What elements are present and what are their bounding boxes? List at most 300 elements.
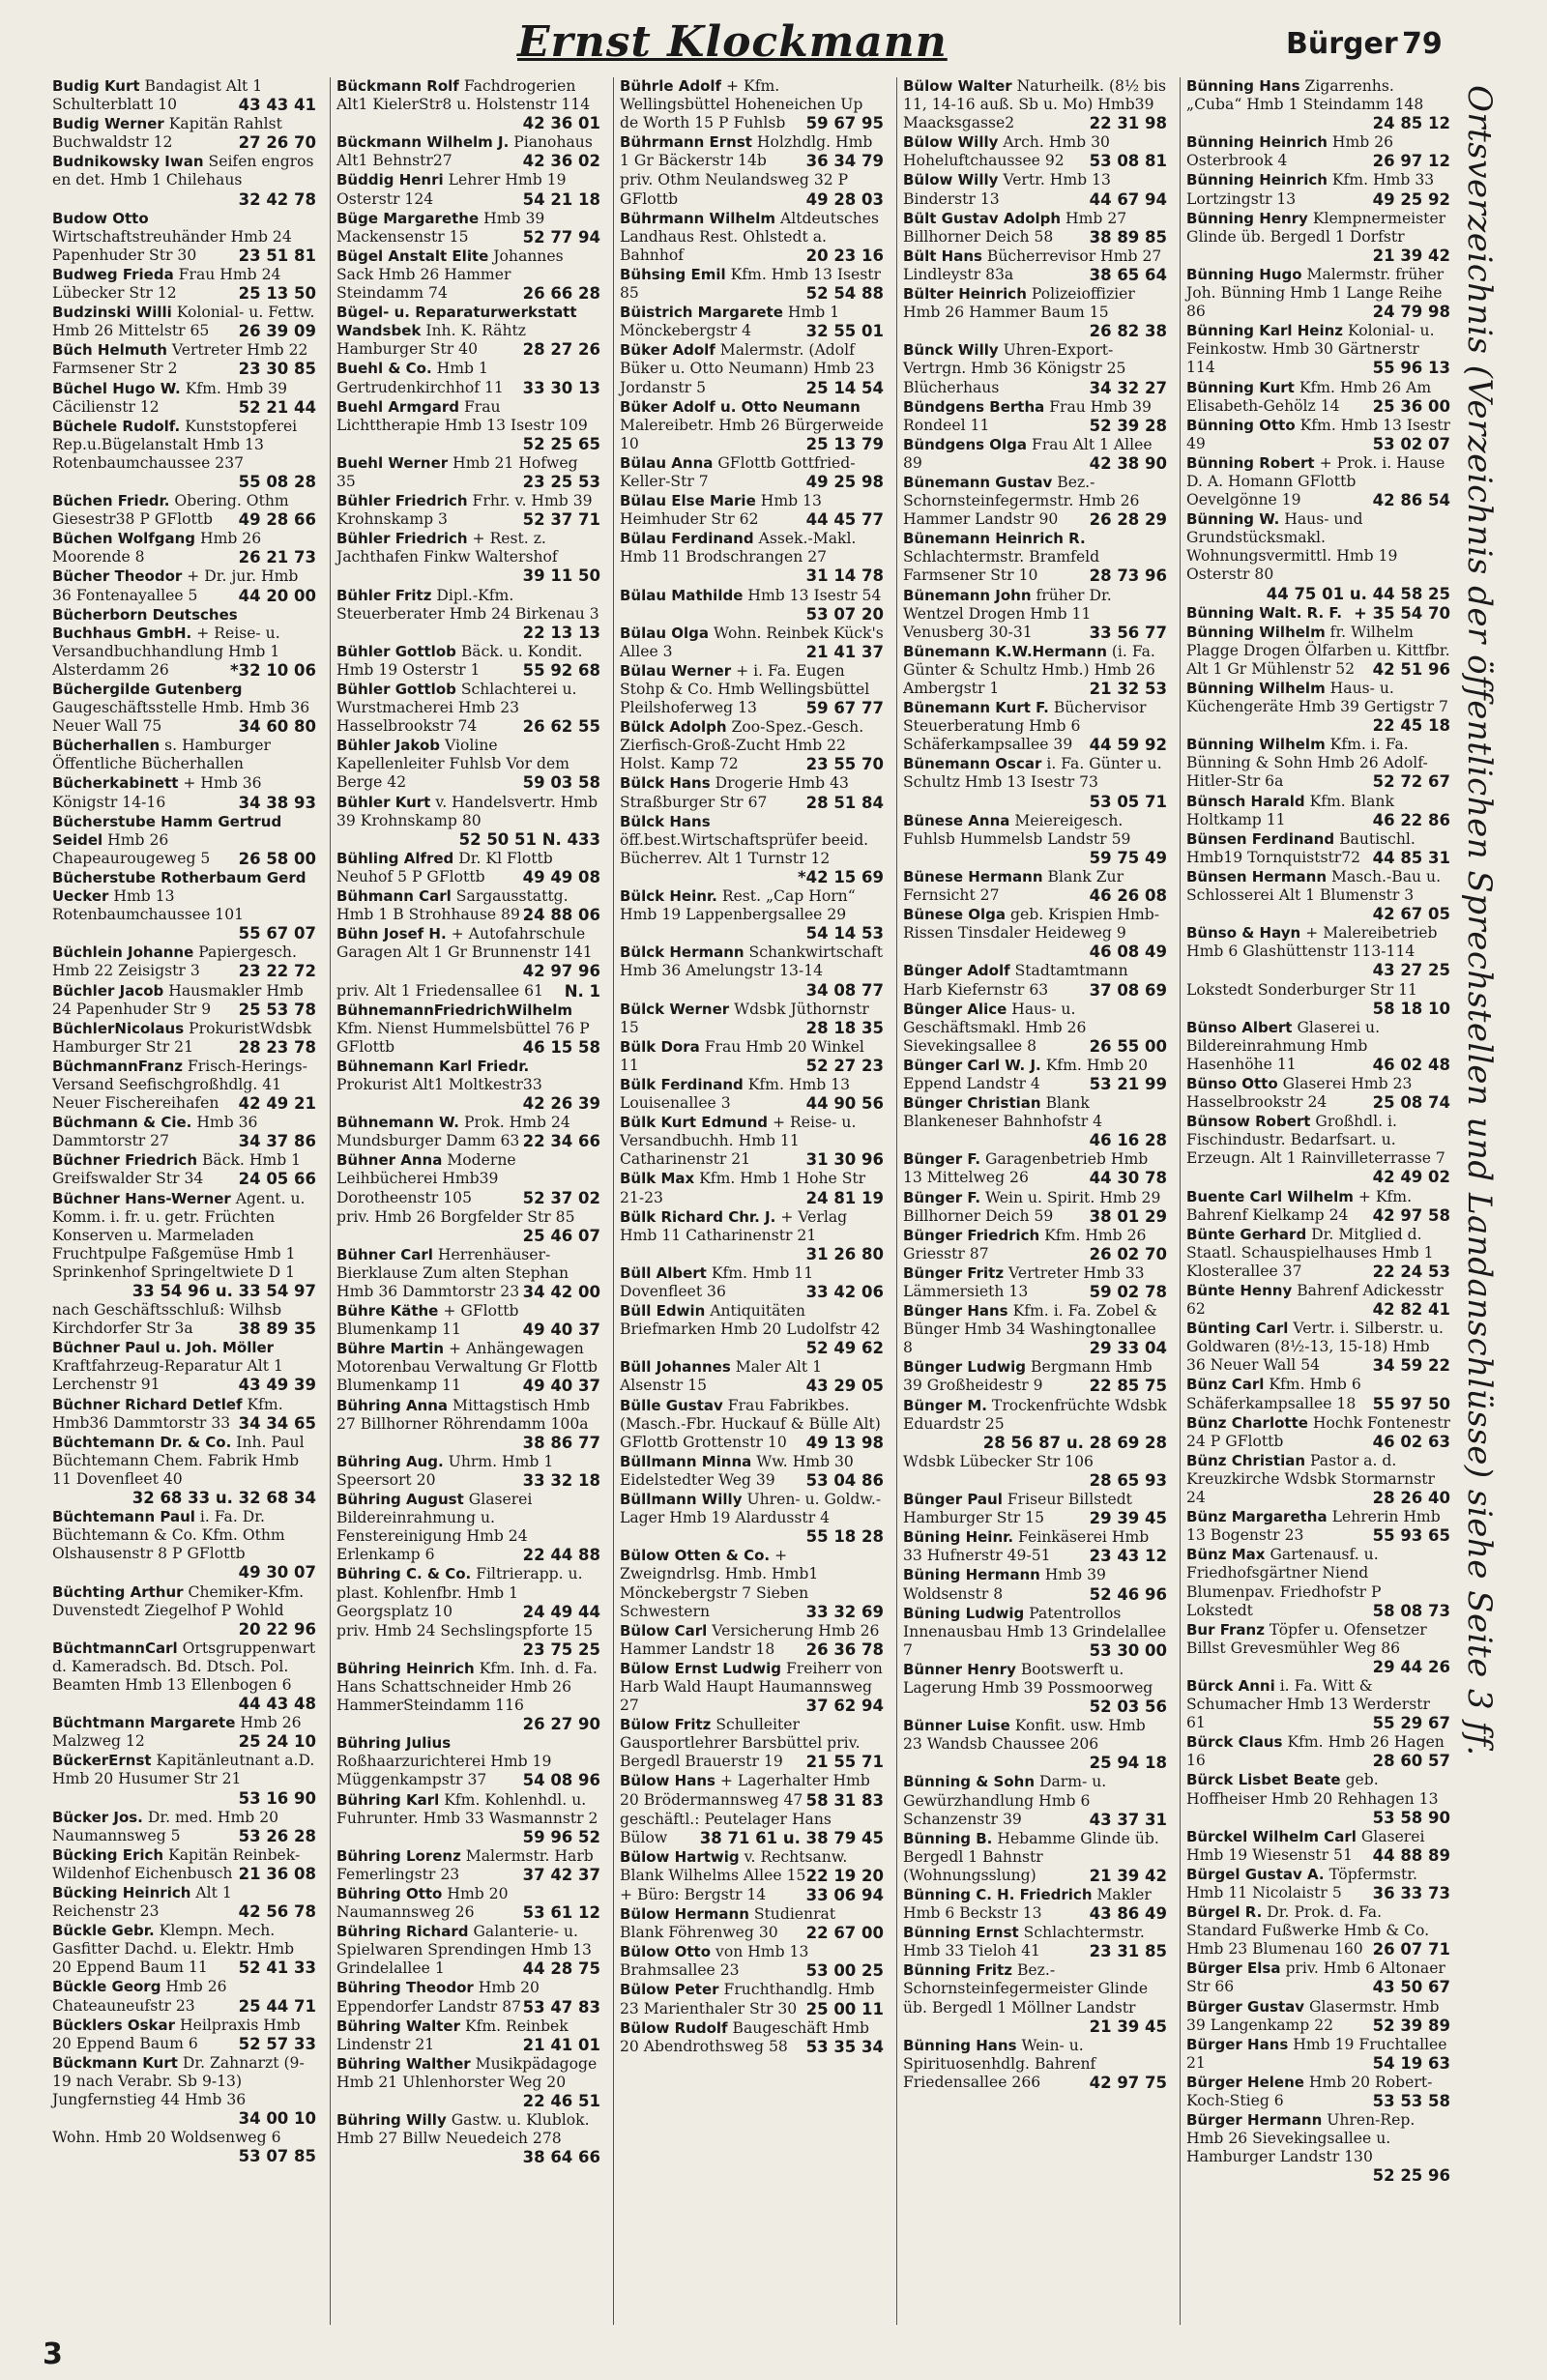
entry-details: Büchervisor Steuerberatung Hmb 6 Schäferkampsallee 39 — [903, 699, 1147, 754]
directory-entry — [331, 1885, 606, 1922]
entry-name: Bügel Anstalt Elite — [336, 247, 489, 265]
entry-phone: 38 89 85 — [1089, 227, 1167, 247]
entry-phone: 31 26 80 — [805, 1244, 884, 1263]
entry-details: Hmb 26 Chateauneufstr 23 — [52, 1978, 227, 2015]
entry-details: Schulleiter Gausportlehrer Barsbüttel priv. Bergedl Brauerstr 19 — [620, 1716, 861, 1771]
entry-phone: 53 04 86 — [805, 1470, 884, 1490]
entry-name: Büchen Friedr. — [52, 492, 170, 510]
entry-details: Malereibetr. Hmb 26 Bürgerweide 10 — [620, 416, 884, 452]
directory-entry — [46, 1714, 322, 1751]
directory-entry — [46, 1922, 322, 1977]
entry-details: Freiherr von Harb Wald Haupt Haumannsweg 27 — [620, 1659, 883, 1715]
directory-entry — [331, 454, 606, 491]
directory-entry — [614, 1848, 890, 1885]
entry-phone: 34 00 10 — [238, 2109, 316, 2129]
entry-details: Hmb 26 Moorende 8 — [52, 530, 262, 566]
entry-phone: 59 03 58 — [522, 773, 600, 793]
entry-name: Bündgens Olga — [903, 435, 1028, 453]
entry-details: Wdsbk Lübecker Str 106 — [903, 1452, 1094, 1470]
entry-details: Hmb 21 Hofweg 35 — [336, 453, 578, 490]
entry-phone: 44 30 78 — [1089, 1169, 1167, 1188]
entry-phone: 42 86 54 — [1372, 491, 1450, 510]
entry-details: Glaserei u. Bildereinrahmung Hmb Hasenhöhe 11 — [1186, 1018, 1381, 1073]
entry-name: Büchtmann Margarete — [52, 1714, 236, 1732]
entry-name: Bünning Wilhelm — [1186, 623, 1326, 641]
entry-details: Kfm. Hmb36 Dammtorstr 33 — [52, 1395, 283, 1432]
entry-phone: 34 34 65 — [238, 1413, 316, 1433]
directory-entry — [46, 943, 322, 980]
entry-details: + Hmb 36 Königstr 14-16 — [52, 774, 262, 811]
footer-mark: 3 — [43, 2337, 63, 2371]
entry-details: Hmb 39 Woldsenstr 8 — [903, 1566, 1106, 1603]
directory-entry — [331, 171, 606, 208]
entry-phone: 22 46 51 — [522, 2092, 600, 2111]
entry-phone: 21 32 53 — [1089, 680, 1167, 698]
entry-details: Filtrierapp. u. plast. Kohlenfbr. Hmb 1 Georgsplatz 10 — [336, 1565, 583, 1620]
entry-name: Buehl Armgard — [336, 397, 459, 416]
entry-phone: 54 08 96 — [522, 1771, 600, 1790]
directory-entry — [614, 398, 890, 453]
directory-entry — [46, 2129, 322, 2165]
entry-name: Büllmann Willy — [620, 1491, 743, 1509]
entry-phone: 28 73 96 — [1089, 566, 1167, 586]
entry-details: Heilpraxis Hmb 20 Eppend Baum 6 — [52, 2016, 301, 2052]
entry-phone: 22 67 00 — [805, 1924, 884, 1943]
entry-name: Bülk Kurt Edmund — [620, 1114, 768, 1132]
entry-name: Bünger Ludwig — [903, 1358, 1027, 1377]
entry-details: Kapitänleutnant a.D. Hmb 20 Husumer Str 21 — [52, 1752, 315, 1788]
entry-details: Kfm. Nienst Hummelsbüttel 76 P GFlottb — [336, 1019, 590, 1056]
entry-details: Agent. u. Komm. i. fr. u. getr. Früchten Konserven u. Marmeladen Fruchtpulpe Faßgemüse Hmb 1 Sprinkenhof Springeltwiete D 1 — [52, 1189, 306, 1281]
entry-name: Büddig Henri — [336, 171, 444, 189]
entry-name: Büll Johannes — [620, 1358, 731, 1377]
entry-details: Altdeutsches Landhaus Rest. Ohlstedt a. Bahnhof — [620, 209, 879, 264]
entry-details: Papiergesch. Hmb 22 Zeisigstr 3 — [52, 943, 297, 980]
entry-name: Bügel- u. Reparaturwerkstatt Wandsbek — [336, 304, 577, 340]
entry-details: Kfm. Hmb 39 Cäcilienstr 12 — [52, 379, 288, 416]
directory-entry — [46, 1301, 322, 1338]
entry-name: BückerErnst — [52, 1752, 152, 1770]
entry-details: öff.best.Wirtschaftsprüfer beeid. Bücherrev. Alt 1 Turnstr 12 — [620, 830, 869, 867]
entry-details: Frau Fabrikbes. (Masch.-Fbr. Huckauf & Bülle Alt) GFlottb Grottenstr 10 — [620, 1396, 881, 1451]
entry-phone: 52 39 89 — [1372, 2016, 1450, 2035]
entry-name: Bünck Willy — [903, 341, 999, 360]
entry-name: Bücherkabinett — [52, 774, 179, 793]
entry-details: s. Hamburger Öffentliche Bücherhallen — [52, 737, 271, 773]
entry-phone: 26 27 90 — [522, 1715, 600, 1734]
entry-details: Prokurist Alt1 Moltkestr33 — [336, 1075, 542, 1093]
entry-phone: 49 13 98 — [805, 1433, 884, 1452]
entry-phone: 21 55 71 — [805, 1753, 884, 1772]
entry-details: fr. Wilhelm Plagge Drogen Ölfarben u. Kittfbr. Alt 1 Gr Mühlenstr 52 — [1186, 623, 1450, 678]
entry-details: Malermstr. früher Joh. Bünning Hmb 1 Lange Reihe 86 — [1186, 265, 1445, 321]
directory-entry — [1181, 1546, 1456, 1619]
entry-details: Wein u. Spirit. Hmb 29 Billhorner Deich 59 — [903, 1188, 1161, 1225]
entry-name: Büchergilde Gutenberg — [52, 681, 243, 698]
entry-details: Kfm. Reinbek Lindenstr 21 — [336, 2017, 569, 2053]
entry-name: Büll Albert — [620, 1263, 707, 1282]
entry-details: Fachdrogerien Alt1 KielerStr8 u. Holstenstr 114 — [336, 77, 591, 114]
entry-details: Hmb 27 Billhorner Deich 58 — [903, 209, 1127, 246]
directory-entry — [46, 681, 322, 736]
entry-name: Bücherborn Deutsches Buchhaus GmbH. — [52, 605, 238, 642]
entry-phone: 24 79 98 — [1372, 303, 1450, 322]
entry-details: Hmb 20 Robert-Koch-Stieg 6 — [1186, 2073, 1433, 2110]
directory-entry — [331, 1979, 606, 2016]
directory-entry — [897, 1189, 1173, 1226]
entry-phone: 28 27 26 — [522, 340, 600, 360]
directory-entry — [1181, 2074, 1456, 2110]
directory-entry — [331, 77, 606, 132]
entry-phone: 33 56 77 — [1089, 623, 1167, 642]
entry-phone: 29 39 45 — [1089, 1509, 1167, 1528]
directory-entry — [614, 2019, 890, 2056]
entry-details: Uhren- u. Goldw.-Lager Hmb 19 Alardusstr 4 — [620, 1491, 882, 1527]
entry-details: Inh. Paul Büchtemann Chem. Fabrik Hmb 11 Dovenfleet 40 — [52, 1433, 305, 1488]
entry-name: Büch Helmuth — [52, 341, 167, 360]
entry-phone: 42 97 58 — [1372, 1205, 1450, 1225]
entry-details: Kfm. Hmb 26 Am Elisabeth-Gehölz 14 — [1186, 378, 1432, 415]
directory-entry — [46, 1583, 322, 1639]
entry-details: priv. Othm Neulandsweg 32 P GFlottb — [620, 171, 849, 208]
directory-entry — [897, 77, 1173, 132]
entry-name: Bünemann K.W.Hermann — [903, 642, 1107, 660]
entry-phone: 53 53 58 — [1372, 2092, 1450, 2111]
entry-details: Kfm. Hmb 26 Griesstr 87 — [903, 1226, 1147, 1263]
entry-phone: 33 32 18 — [522, 1470, 600, 1490]
entry-phone: 46 08 49 — [1089, 943, 1167, 962]
directory-entry — [614, 210, 890, 265]
entry-phone: 34 60 80 — [238, 717, 316, 737]
entry-name: Bücher Theodor — [52, 567, 183, 586]
entry-phone: 55 29 67 — [1372, 1714, 1450, 1733]
entry-phone: 44 28 75 — [522, 1959, 600, 1979]
entry-phone: 44 43 48 — [238, 1695, 316, 1714]
entry-details: Töpfer u. Ofensetzer Billst Grevesmühler Weg 86 — [1186, 1620, 1427, 1657]
entry-name: Bülau Anna — [620, 453, 714, 472]
entry-details: Haus- u. Küchengeräte Hmb 39 Gertigstr 7 — [1186, 680, 1448, 716]
entry-details: + Kfm. Bahrenf Kielkamp 24 — [1186, 1187, 1413, 1224]
directory-entry — [331, 1791, 606, 1846]
entry-phone: 37 62 94 — [805, 1697, 884, 1716]
entry-name: Bünning Fritz — [903, 1961, 1012, 1980]
entry-phone: 26 39 09 — [238, 322, 316, 341]
entry-phone: 59 96 52 — [522, 1827, 600, 1846]
entry-phone: 25 14 54 — [805, 378, 884, 397]
entry-details: Hmb 1 Gertrudenkirchhof 11 — [336, 360, 504, 396]
entry-details: Bautischl. Hmb19 Tornquiststr72 — [1186, 829, 1416, 866]
entry-name: Büchele Rudolf. — [52, 417, 181, 435]
entry-phone: 33 32 69 — [805, 1602, 884, 1621]
entry-phone: 53 08 81 — [1089, 152, 1167, 171]
directory-entry — [614, 813, 890, 886]
directory-entry — [331, 925, 606, 980]
entry-details: priv. Hmb 24 Sechslingspforte 15 — [336, 1621, 594, 1640]
directory-entry — [614, 1001, 890, 1037]
directory-entry — [46, 1151, 322, 1188]
entry-details: Johannes Sack Hmb 26 Hammer Steindamm 74 — [336, 247, 564, 303]
entry-details: Fruchthandlg. Hmb 23 Marienthaler Str 30 — [620, 1981, 875, 2017]
entry-details: Gartenausf. u. Friedhofsgärtner Niend Blumenpav. Friedhofstr P Lokstedt — [1186, 1546, 1382, 1619]
entry-phone: 52 54 88 — [805, 284, 884, 304]
entry-phone: 53 30 00 — [1089, 1640, 1167, 1660]
directory-entry — [46, 1114, 322, 1150]
directory-entry — [46, 1396, 322, 1433]
directory-entry — [897, 1227, 1173, 1263]
entry-name: Büker Adolf u. Otto Neumann — [620, 397, 861, 416]
directory-entry — [46, 774, 322, 811]
section-title: Bürger — [1286, 27, 1398, 61]
entry-details: + i. Fa. Eugen Stohp & Co. Hmb Wellingsbüttel Pleilshoferweg 13 — [620, 661, 870, 717]
entry-phone: 25 46 07 — [522, 1226, 600, 1245]
entry-phone: 21 41 01 — [522, 2035, 600, 2054]
entry-phone: 52 46 96 — [1089, 1584, 1167, 1604]
entry-name: Bülow Fritz — [620, 1716, 712, 1734]
entry-details: priv. Hmb 26 Borgfelder Str 85 — [336, 1207, 575, 1226]
entry-name: Bülau Werner — [620, 661, 732, 680]
directory-entry — [614, 1170, 890, 1206]
entry-details: Moderne Leihbücherei Hmb39 Dorotheenstr 105 — [336, 1151, 516, 1206]
directory-entry — [614, 1772, 890, 1809]
entry-phone: 53 02 07 — [1372, 434, 1450, 453]
entry-details: Wdsbk Jüthornstr 15 — [620, 1000, 869, 1036]
directory-entry — [897, 133, 1173, 170]
directory-entry — [46, 1508, 322, 1582]
directory-entry — [1181, 266, 1456, 321]
entry-name: Bürger Hermann — [1186, 2111, 1323, 2130]
entry-name: Bünning & Sohn — [903, 1773, 1036, 1791]
directory-entry — [614, 1208, 890, 1263]
directory-column-1 — [46, 77, 322, 2325]
entry-phone: 49 40 37 — [522, 1321, 600, 1340]
entry-phone: 22 13 13 — [522, 623, 600, 642]
directory-entry — [46, 380, 322, 417]
entry-name: Bünese Hermann — [903, 867, 1043, 885]
entry-details: geb. Krispien Hmb-Rissen Tinsdaler Heideweg 9 — [903, 906, 1160, 943]
directory-entry — [331, 1058, 606, 1113]
entry-details: Blank Blankeneser Bahnhofstr 4 — [903, 1094, 1103, 1131]
entry-details: Kfm. Hmb 13 Isestr 85 — [620, 265, 881, 303]
entry-phone: 42 97 75 — [1089, 2073, 1167, 2092]
entry-details: Bergmann Hmb 39 Großheidestr 9 — [903, 1358, 1153, 1395]
directory-entry — [614, 1716, 890, 1771]
entry-name: Bühler Gottlob — [336, 642, 456, 660]
entry-name: Bünger Christian — [903, 1094, 1041, 1113]
directory-entry — [614, 454, 890, 491]
entry-details: + Autofahrschule Garagen Alt 1 Gr Brunnenstr 141 — [336, 925, 593, 962]
entry-phone: 33 42 06 — [805, 1283, 884, 1301]
entry-phone: 29 33 04 — [1089, 1339, 1167, 1358]
directory-entry — [331, 643, 606, 680]
entry-phone: 42 38 90 — [1089, 453, 1167, 473]
directory-entry — [46, 567, 322, 604]
entry-details: + Zweigndrlsg. Hmb. Hmb1 Mönckebergstr 7 Sieben Schwestern — [620, 1547, 819, 1620]
entry-name: Bünz Max — [1186, 1546, 1266, 1564]
entry-phone: 49 25 92 — [1372, 189, 1450, 209]
entry-phone: 27 26 70 — [238, 133, 316, 153]
directory-entry — [897, 341, 1173, 396]
directory-entry — [331, 681, 606, 736]
entry-phone: 55 67 07 — [238, 924, 316, 943]
entry-name: Bücherhallen — [52, 737, 161, 755]
directory-entry — [331, 530, 606, 585]
entry-name: Bünning C. H. Friedrich — [903, 1886, 1093, 1903]
sidebar-note-text: Ortsverzeichnis (Verzeichnis der öffentlichen Sprechstellen und Landanschlüsse) siehe Seite 3 ff. — [1460, 85, 1499, 1756]
entry-name: Bülow Otto — [620, 1943, 712, 1961]
entry-details: Galanterie- u. Spielwaren Sprendingen Hmb 13 Grindelallee 1 — [336, 1923, 592, 1978]
directory-entry — [331, 1565, 606, 1620]
directory-entry — [1181, 736, 1456, 791]
entry-name: Bürckel Wilhelm Carl — [1186, 1827, 1357, 1845]
entry-details: Chemiker-Kfm. Duvenstedt Ziegelhof P Wohld — [52, 1582, 305, 1619]
page-number: 79 — [1402, 27, 1443, 61]
entry-phone: 53 07 20 — [805, 604, 884, 624]
entry-name: Büchner Richard Detlef — [52, 1395, 243, 1413]
entry-name: Bühring Lorenz — [336, 1846, 461, 1865]
directory-entry — [897, 1605, 1173, 1660]
entry-phone: 26 82 38 — [1089, 322, 1167, 341]
entry-details: Konfit. usw. Hmb 23 Wandsb Chaussee 206 — [903, 1717, 1146, 1754]
entry-name: Bünsen Ferdinand — [1186, 829, 1335, 848]
entry-name: BüchmannFranz — [52, 1057, 184, 1075]
entry-details: Hmb 20 Naumannsweg 26 — [336, 1885, 509, 1922]
directory-entry — [331, 1151, 606, 1206]
directory-entry — [897, 1001, 1173, 1056]
entry-phone: 21 39 45 — [1089, 2017, 1167, 2036]
entry-details: Assek.-Makl. Hmb 11 Brodschrangen 27 — [620, 530, 857, 566]
directory-entry — [614, 718, 890, 773]
entry-details: Friseur Billstedt Hamburger Str 15 — [903, 1491, 1132, 1527]
entry-name: Bünning Hans — [903, 2036, 1017, 2054]
directory-entry — [614, 1811, 890, 1847]
entry-details: Vertr. Hmb 13 Binderstr 13 — [903, 171, 1111, 208]
directory-entry — [897, 2037, 1173, 2092]
entry-name: Bünger F. — [903, 1188, 981, 1206]
directory-entry — [46, 304, 322, 340]
directory-entry — [46, 418, 322, 491]
entry-phone: 26 62 55 — [522, 717, 600, 737]
directory-entry — [897, 868, 1173, 905]
directory-entry — [46, 982, 322, 1019]
entry-phone: 52 77 94 — [522, 227, 600, 247]
entry-name: Bühring Willy — [336, 2111, 447, 2130]
entry-phone: 33 54 96 u. 33 54 97 — [131, 1282, 316, 1300]
directory-entry — [1181, 1508, 1456, 1545]
entry-details: Wohn. Reinbek Kück's Allee 3 — [620, 624, 884, 660]
entry-name: Bünemann Kurt F. — [903, 699, 1049, 717]
entry-name: Bülow Willy — [903, 133, 999, 152]
entry-phone: 42 67 05 — [1372, 905, 1450, 924]
entry-phone: 53 07 85 — [238, 2147, 316, 2166]
entry-phone: 23 43 12 — [1089, 1547, 1167, 1566]
directory-entry — [46, 1640, 322, 1713]
entry-name: Bünso Otto — [1186, 1074, 1278, 1092]
entry-name: Bülk Dora — [620, 1037, 700, 1056]
entry-name: Bünese Olga — [903, 906, 1007, 924]
entry-name: Bülau Mathilde — [620, 586, 744, 604]
entry-phone: 21 39 42 — [1372, 246, 1450, 265]
entry-name: Bünger F. — [903, 1150, 981, 1169]
entry-phone: 59 67 77 — [805, 699, 884, 718]
directory-entry — [1181, 1452, 1456, 1507]
directory-entry — [1181, 793, 1456, 829]
entry-details: Hmb 39 Mackensenstr 15 — [336, 209, 545, 246]
entry-phone: 55 08 28 — [238, 472, 316, 491]
directory-entry — [614, 492, 890, 529]
entry-phone: 55 96 13 — [1372, 359, 1450, 378]
entry-details: geschäftl.: Peutelager Hans Bülow — [620, 1810, 832, 1846]
entry-details: Ortsgruppenwart d. Kameradsch. Bd. Dtsch. Pol. Beamten Hmb 13 Ellenbogen 6 — [52, 1639, 316, 1694]
entry-phone: 34 42 00 — [522, 1283, 600, 1301]
entry-details: Großhdl. i. Fischindustr. Bedarfsart. u. Erzeugn. Alt 1 Rainvilleterrasse 7 — [1186, 1113, 1445, 1168]
entry-phone: 26 55 00 — [1089, 1036, 1167, 1056]
entry-details: Schlachterei u. Wurstmacherei Hmb 23 Hasselbrookstr 74 — [336, 681, 577, 736]
directory-entry — [1181, 1828, 1456, 1865]
entry-details: + Reise- u. Versandbuchh. Hmb 11 Catharinenstr 21 — [620, 1114, 857, 1169]
directory-entry — [897, 1773, 1173, 1828]
directory-entry — [897, 1491, 1173, 1527]
entry-phone: 44 45 77 — [805, 510, 884, 530]
directory-entry — [897, 1397, 1173, 1452]
entry-name: Bülow Hartwig — [620, 1847, 740, 1866]
directory-entry — [331, 1847, 606, 1884]
entry-details: Maler Alt 1 Alsenstr 15 — [620, 1358, 823, 1395]
entry-details: + Reise- u. Versandbuchhandlung Hmb 1 Alsterdamm 26 — [52, 624, 280, 679]
entry-name: Bünese Anna — [903, 811, 1010, 829]
directory-column-4 — [896, 77, 1173, 2325]
entry-phone: 46 22 86 — [1372, 810, 1450, 829]
directory-entry — [614, 1358, 890, 1395]
directory-entry — [46, 2017, 322, 2053]
entry-phone: 26 07 71 — [1372, 1940, 1450, 1959]
entry-phone: 25 24 10 — [238, 1732, 316, 1752]
entry-details: Haus- u. Geschäftsmakl. Hmb 26 Sievekingsallee 8 — [903, 1000, 1087, 1055]
entry-phone: 23 55 70 — [805, 755, 884, 774]
entry-name: Bülau Olga — [620, 624, 710, 642]
entry-phone: 25 00 11 — [805, 1999, 884, 2018]
entry-name: Budnikowsky Iwan — [52, 153, 204, 171]
entry-name: Bücklers Oskar — [52, 2016, 176, 2034]
directory-entry — [46, 1978, 322, 2015]
entry-phone: 25 36 00 — [1372, 396, 1450, 416]
entry-phone: 26 21 73 — [238, 548, 316, 567]
entry-details: Bäck. Hmb 1 Greifswalder Str 34 — [52, 1151, 302, 1188]
entry-name: Bückle Georg — [52, 1978, 161, 1996]
directory-entry — [46, 2054, 322, 2128]
directory-entry — [614, 1453, 890, 1490]
directory-entry — [46, 869, 322, 943]
entry-details: Kfm. Hmb 33 Lortzingstr 13 — [1186, 171, 1435, 208]
entry-phone: 31 30 96 — [805, 1150, 884, 1170]
directory-entry — [897, 1528, 1173, 1565]
directory-entry — [46, 1752, 322, 1807]
entry-phone: 26 66 28 — [522, 284, 600, 304]
entry-phone: 42 56 78 — [238, 1902, 316, 1922]
entry-details: Zigarrenhs. „Cuba“ Hmb 1 Steindamm 148 — [1186, 77, 1424, 114]
entry-details: Holzhdlg. Hmb 1 Gr Bäckerstr 14b — [620, 133, 873, 170]
entry-name: Bürck Lisbet Beate — [1186, 1771, 1341, 1789]
entry-details: Darm- u. Gewürzhandlung Hmb 6 Schanzenstr 39 — [903, 1773, 1107, 1828]
entry-name: Bünning B. — [903, 1829, 993, 1847]
entry-details: GFlottb Gottfried-Keller-Str 7 — [620, 453, 856, 490]
directory-entry — [1181, 1414, 1456, 1451]
entry-phone: 46 02 48 — [1372, 1055, 1450, 1074]
directory-entry — [1181, 510, 1456, 602]
entry-phone: 22 85 75 — [1089, 1377, 1167, 1396]
entry-phone: 59 02 78 — [1089, 1283, 1167, 1301]
entry-name: Buehl Werner — [336, 453, 449, 472]
entry-details: Studienrat Blank Föhrenweg 30 — [620, 1905, 836, 1942]
